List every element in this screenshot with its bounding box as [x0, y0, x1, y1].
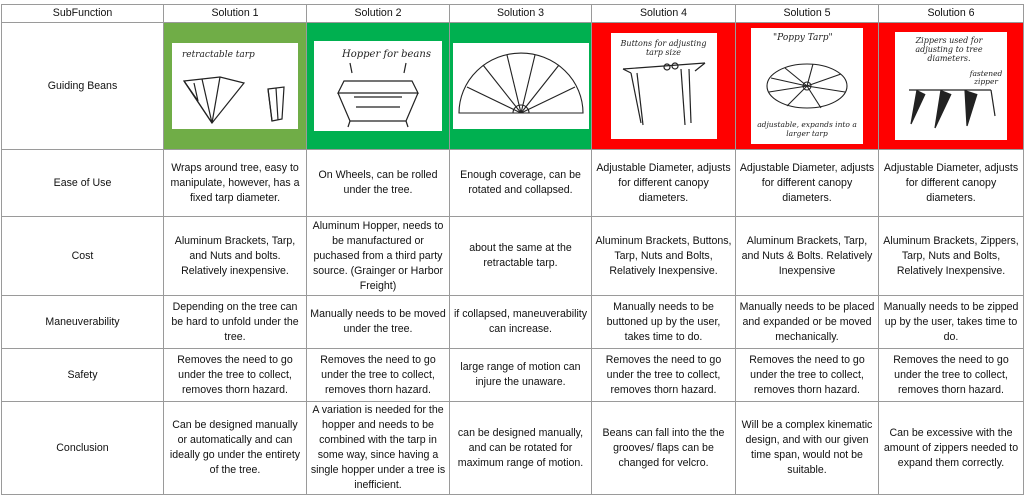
ease-solution-2: On Wheels, can be rolled under the tree.	[307, 150, 450, 217]
maneuverability-solution-2: Manually needs to be moved under the tree.	[307, 296, 450, 349]
conclusion-solution-1: Can be designed manually or automatically and can ideally go under the entirety of the tree.	[164, 402, 307, 495]
row-label-conclusion: Conclusion	[2, 402, 164, 495]
safety-solution-1: Removes the need to go under the tree to collect, removes thorn hazard.	[164, 349, 307, 402]
sketch-caption: "Poppy Tarp"	[773, 33, 833, 43]
safety-solution-2: Removes the need to go under the tree to collect, removes thorn hazard.	[307, 349, 450, 402]
safety-solution-4: Removes the need to go under the tree to collect, removes thorn hazard.	[592, 349, 736, 402]
sketch-note: adjustable, expands into a larger tarp	[757, 120, 857, 138]
safety-row	[2, 349, 1024, 402]
header-row	[2, 5, 1024, 23]
solution-6-sketch-cell	[879, 23, 1024, 150]
safety-solution-5: Removes the need to go under the tree to collect, removes thorn hazard.	[736, 349, 879, 402]
conclusion-row	[2, 402, 1024, 495]
header-solution-3: Solution 3	[450, 5, 592, 23]
conclusion-solution-4: Beans can fall into the the grooves/ flaps can be changed for velcro.	[592, 402, 736, 495]
conclusion-solution-5: Will be a complex kinematic design, and with our given time span, would not be suitable.	[736, 402, 879, 495]
row-label-guiding-beans: Guiding Beans	[2, 23, 164, 150]
cost-solution-3: about the same at the retractable tarp.	[450, 217, 592, 296]
header-solution-5: Solution 5	[736, 5, 879, 23]
maneuverability-row	[2, 296, 1024, 349]
guiding-beans-row	[2, 23, 1024, 150]
conclusion-solution-6: Can be excessive with the amount of zippers needed to expand them correctly.	[879, 402, 1024, 495]
button-tarp-sketch	[611, 33, 717, 139]
fan-drawing	[453, 43, 589, 129]
header-subfunction: SubFunction	[2, 5, 164, 23]
cost-row	[2, 217, 1024, 296]
conclusion-solution-2: A variation is needed for the hopper and needs to be combined with the tarp in some way, since having a single hopper under a tree is inefficient.	[307, 402, 450, 495]
ease-of-use-row	[2, 150, 1024, 217]
ease-solution-5: Adjustable Diameter, adjusts for different canopy diameters.	[736, 150, 879, 217]
maneuverability-solution-1: Depending on the tree can be hard to unfold under the tree.	[164, 296, 307, 349]
solution-4-sketch-cell	[592, 23, 736, 150]
maneuverability-solution-5: Manually needs to be placed and expanded or be moved mechanically.	[736, 296, 879, 349]
sketch-caption: Hopper for beans	[342, 49, 431, 60]
cost-solution-4: Aluminum Brackets, Buttons, Tarp, Nuts and Bolts, Relatively Inexpensive.	[592, 217, 736, 296]
morphological-chart	[1, 4, 1024, 495]
ease-solution-4: Adjustable Diameter, adjusts for different canopy diameters.	[592, 150, 736, 217]
row-label-safety: Safety	[2, 349, 164, 402]
header-solution-6: Solution 6	[879, 5, 1024, 23]
row-label-ease-of-use: Ease of Use	[2, 150, 164, 217]
sketch-caption: Buttons for adjusting tarp size	[620, 39, 707, 57]
sketch-caption: Zippers used for adjusting to tree diameters.	[915, 36, 983, 63]
solution-5-sketch-cell	[736, 23, 879, 150]
conclusion-solution-3: can be designed manually, and can be rotated for maximum range of motion.	[450, 402, 592, 495]
cost-solution-5: Aluminum Brackets, Tarp, and Nuts & Bolts. Relatively Inexpensive	[736, 217, 879, 296]
zipper-tarp-sketch	[895, 32, 1007, 140]
ease-solution-6: Adjustable Diameter, adjusts for different canopy diameters.	[879, 150, 1024, 217]
ease-solution-1: Wraps around tree, easy to manipulate, however, has a fixed tarp diameter.	[164, 150, 307, 217]
sketch-caption: retractable tarp	[182, 50, 255, 60]
safety-solution-3: large range of motion can injure the unaware.	[450, 349, 592, 402]
cost-solution-1: Aluminum Brackets, Tarp, and Nuts and bolts. Relatively inexpensive.	[164, 217, 307, 296]
poppy-tarp-sketch	[751, 28, 863, 144]
header-solution-4: Solution 4	[592, 5, 736, 23]
cost-solution-2: Aluminum Hopper, needs to be manufactured or puchased from a third party source. (Grainger or Harbor Freight)	[307, 217, 450, 296]
hopper-sketch	[314, 41, 442, 131]
maneuverability-solution-3: if collapsed, maneuverability can increase.	[450, 296, 592, 349]
maneuverability-solution-6: Manually needs to be zipped up by the user, takes time to do.	[879, 296, 1024, 349]
safety-solution-6: Removes the need to go under the tree to collect, removes thorn hazard.	[879, 349, 1024, 402]
maneuverability-solution-4: Manually needs to be buttoned up by the user, takes time to do.	[592, 296, 736, 349]
solution-3-sketch-cell	[450, 23, 592, 150]
header-solution-2: Solution 2	[307, 5, 450, 23]
ease-solution-3: Enough coverage, can be rotated and collapsed.	[450, 150, 592, 217]
solution-2-sketch-cell	[307, 23, 450, 150]
cost-solution-6: Aluminum Brackets, Zippers, Tarp, Nuts and Bolts, Relatively Inexpensive.	[879, 217, 1024, 296]
row-label-cost: Cost	[2, 217, 164, 296]
header-solution-1: Solution 1	[164, 5, 307, 23]
retractable-tarp-sketch	[172, 43, 298, 129]
solution-1-sketch-cell	[164, 23, 307, 150]
fan-tarp-sketch	[453, 43, 589, 129]
sketch-note: fastened zipper	[969, 69, 1003, 86]
row-label-maneuverability: Maneuverability	[2, 296, 164, 349]
